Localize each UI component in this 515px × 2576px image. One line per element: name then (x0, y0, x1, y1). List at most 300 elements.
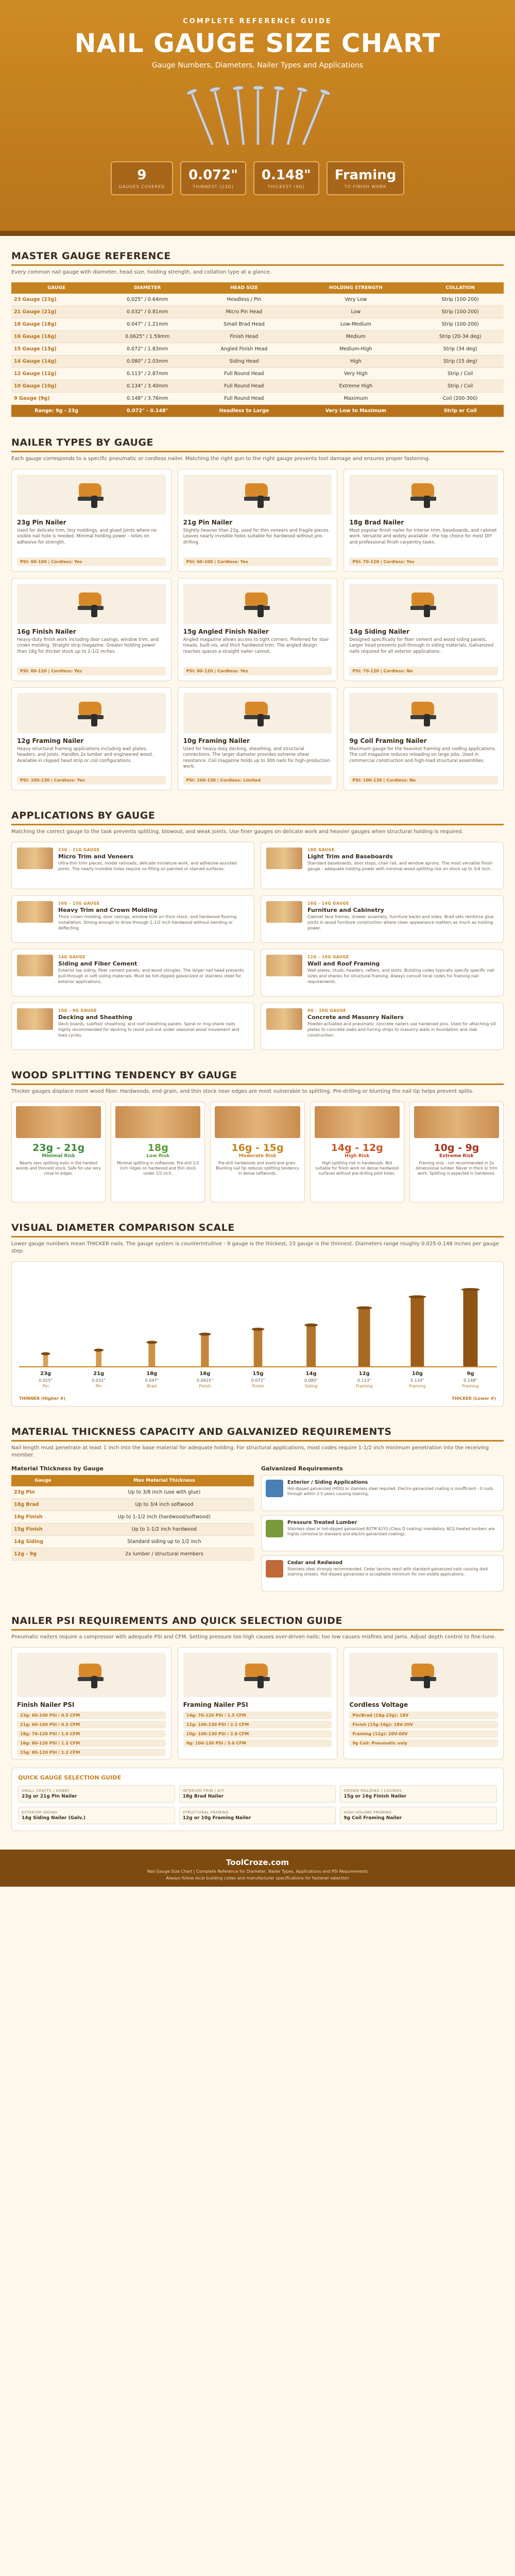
nailer-psi: PSI: 70-120 | Cordless: No (349, 667, 498, 675)
wood-swatch-icon (17, 848, 53, 869)
table-cell: 15g Finish (11, 1523, 75, 1536)
table-cell: Strip / Coil (417, 380, 504, 393)
nailer-psi: PSI: 100-130 | Cordless: Limited (183, 776, 332, 785)
table-cell: 23g Pin (11, 1486, 75, 1499)
diameter-type-label: Framing (462, 1384, 479, 1388)
psi-row: Pin/Brad (18g-23g): 18V (349, 1711, 498, 1719)
panel-title: Material Thickness by Gauge (11, 1465, 104, 1472)
thickness-section (0, 1412, 515, 1601)
table-cell: Maximum (295, 393, 417, 405)
nailer-card (178, 578, 338, 681)
diameter-category-label: 10g (411, 1371, 423, 1377)
nailer-image (17, 584, 166, 624)
table-row (11, 306, 504, 318)
quick-guide-item (179, 1785, 336, 1803)
table-row (11, 1548, 254, 1561)
diameter-category-label: 18g (146, 1371, 158, 1377)
psi-row: Finish (15g-16g): 18V-20V (349, 1721, 498, 1728)
table-cell: 16 Gauge (16g) (11, 331, 101, 343)
splitting-gauge: 18g (147, 1142, 168, 1154)
splitting-risk: Extreme Risk (439, 1154, 474, 1159)
diameter-category-label: 16g (199, 1371, 211, 1377)
diameter-type-label: Finish (199, 1384, 211, 1388)
table-cell: 14 Gauge (14g) (11, 355, 101, 368)
stat-label: THICKEST (9G) (267, 184, 305, 189)
quick-guide-title: QUICK GAUGE SELECTION GUIDE (18, 1774, 122, 1781)
splitting-cards (11, 1101, 504, 1202)
nailer-cards (11, 469, 504, 790)
psi-row: 9g: 100-130 PSI / 3.0 CFM (183, 1739, 332, 1747)
application-name: Furniture and Cabinetry (307, 907, 384, 913)
application-cards (11, 842, 504, 1050)
diameter-value-label: 0.047" (145, 1378, 159, 1383)
axis-right-label: THICKER (Lower #) (452, 1396, 496, 1401)
table-cell: 0.047" / 1.21mm (101, 318, 193, 331)
diameter-value-label: 0.148" (464, 1378, 477, 1383)
galvanized-card (261, 1475, 504, 1511)
psi-row: 10g: 100-130 PSI / 2.6 CFM (183, 1730, 332, 1738)
application-gauge: 16G - 15G GAUGE (58, 901, 100, 906)
section-desc: Pneumatic nailers require a compressor with adequate PSI and CFM. Setting pressure too high causes over-driven nails; too low causes misfires and jams. Adjust depth control to fine-tune. (11, 1634, 496, 1640)
nailer-card (11, 578, 171, 681)
galvanized-panel (261, 1465, 504, 1596)
galvanized-title: Pressure Treated Lumber (287, 1520, 357, 1526)
stat-badge (180, 161, 246, 195)
table-cell: Low-Medium (295, 318, 417, 331)
table-cell: Strip (100-200) (417, 306, 504, 318)
nailer-desc: Maximum gauge for the heaviest framing and roofing applications. The coil magazine reduces reloading on large jobs. Used in commercial construction and high-load structural assemblies. (349, 747, 496, 764)
section-title: NAILER TYPES BY GAUGE (11, 437, 504, 452)
table-cell: Very Low (295, 294, 417, 306)
psi-row: 23g: 60-100 PSI / 0.5 CFM (17, 1711, 166, 1719)
diameter-category-label: 15g (252, 1371, 264, 1377)
table-cell: Headless / Pin (193, 294, 295, 306)
wood-block-icon (315, 1106, 400, 1138)
diameter-value-label: 0.032" (92, 1378, 106, 1383)
table-footer-row (11, 405, 504, 417)
diameter-value-label: 0.080" (304, 1378, 318, 1383)
panel-title: Galvanized Requirements (261, 1465, 343, 1472)
quick-guide-tool: 15g or 16g Finish Nailer (344, 1794, 407, 1799)
section-desc: Lower gauge numbers mean THICKER nails. The gauge system is counterintuitive - 9 gauge is the thickest, 23 gauge is the thinnest. Diameters range roughly 0.025-0.148 inches per gauge step. (11, 1241, 499, 1254)
table-cell: Siding Head (193, 355, 295, 368)
nailer-desc: Most popular finish nailer for interior trim, baseboards, and cabinet work. Versatile and widely available - the top choice for most DIY and professional finish carpentry tasks. (349, 528, 497, 545)
table-cell: Strip or Coil (417, 405, 504, 417)
section-desc: Every common nail gauge with diameter, head size, holding strength, and collation type at a glance. (11, 269, 271, 275)
table-cell: Very High (295, 368, 417, 380)
quick-guide-tool: 23g or 21g Pin Nailer (22, 1794, 77, 1799)
splitting-card (210, 1101, 304, 1202)
table-cell: Strip (100-200) (417, 294, 504, 306)
application-desc: Powder-actuated and pneumatic concrete nailers use hardened pins. Used for attaching sill plates to concrete slabs and furring strips to masonry walls in foundation and slab construction. (307, 1022, 496, 1038)
quick-guide-use: EXTERIOR SIDING (22, 1810, 58, 1815)
application-card (261, 842, 504, 889)
splitting-gauge: 14g - 12g (331, 1142, 383, 1154)
nail-head-mark (408, 1295, 426, 1298)
psi-card (11, 1647, 171, 1759)
table-cell: Very Low to Maximum (295, 405, 417, 417)
page-subtitle: Gauge Numbers, Diameters, Nailer Types and Applications (151, 61, 364, 70)
table-row (11, 1523, 254, 1536)
application-desc: Cabinet face frames, drawer assembly, furniture backs and sides. Brad sets reinforce glue joints in wood furniture construction where clean appearance matters as much as holding power. (307, 914, 494, 930)
psi-row: 12g: 100-130 PSI / 2.2 CFM (183, 1721, 332, 1728)
table-cell: 0.113" / 2.87mm (101, 368, 193, 380)
page-title: NAIL GAUGE SIZE CHART (74, 28, 441, 58)
table-cell: Full Round Head (193, 368, 295, 380)
diameter-type-label: Framing (356, 1384, 373, 1388)
diameter-bar (463, 1290, 477, 1367)
table-cell: Medium (295, 331, 417, 343)
nailer-image (17, 693, 166, 733)
footer-line: Nail Gauge Size Chart | Complete Reference for Diameter, Nailer Types, Applications and PSI Requirements (147, 1869, 368, 1874)
galvanized-desc: Hot-dipped galvanized (HDG) or stainless steel required. Electro-galvanized coating is insufficient - it rusts through within 2-5 years causing staining. (287, 1486, 493, 1496)
diameter-chart-svg (19, 1269, 497, 1398)
nail-icon (236, 88, 245, 145)
psi-cards (11, 1647, 504, 1759)
nail-gun-icon (242, 1662, 273, 1688)
table-cell: Extreme High (295, 380, 417, 393)
application-card (261, 1003, 504, 1050)
stat-label: THINNEST (23G) (193, 184, 234, 189)
nail-icon (256, 88, 260, 145)
section-title: NAILER PSI REQUIREMENTS AND QUICK SELECTION GUIDE (11, 1615, 504, 1631)
nailer-name: 21g Pin Nailer (183, 519, 233, 526)
splitting-card (409, 1101, 504, 1202)
table-cell: Up to 1-1/2 inch hardwood (75, 1523, 254, 1536)
application-card (11, 1003, 254, 1050)
diameter-chart (11, 1261, 504, 1406)
table-cell: 0.148" / 3.76mm (101, 393, 193, 405)
nail-gun-icon (242, 481, 273, 508)
nailer-psi: PSI: 60-100 | Cordless: Yes (17, 557, 166, 566)
nailer-name: 9g Coil Framing Nailer (349, 737, 427, 744)
splitting-section (0, 1055, 515, 1208)
table-cell: 15 Gauge (15g) (11, 343, 101, 355)
table-cell: 0.0625" / 1.59mm (101, 331, 193, 343)
table-row (11, 355, 504, 368)
nailer-card (178, 687, 338, 790)
application-card (11, 895, 254, 943)
table-header: COLLATION (417, 282, 504, 294)
table-row (11, 393, 504, 405)
nail-icon (286, 90, 303, 145)
tool-image (183, 1653, 332, 1697)
table-cell: Small Brad Head (193, 318, 295, 331)
nail-head-mark (146, 1341, 157, 1344)
table-cell: 0.080" / 2.03mm (101, 355, 193, 368)
table-cell: 10 Gauge (10g) (11, 380, 101, 393)
quick-guide-tool: 12g or 10g Framing Nailer (182, 1816, 251, 1821)
application-gauge: 14G GAUGE (58, 955, 85, 959)
table-cell: Strip (15 deg) (417, 355, 504, 368)
nails-illustration (191, 83, 324, 145)
wood-swatch-icon (17, 955, 53, 976)
nail-gun-icon (76, 1662, 107, 1688)
nailer-psi: PSI: 80-120 | Cordless: Yes (17, 667, 166, 675)
applications-section (0, 795, 515, 1055)
nailer-card (344, 687, 504, 790)
quick-guide-tool: 14g Siding Nailer (Galv.) (22, 1816, 85, 1821)
table-cell: Strip (100-200) (417, 318, 504, 331)
psi-section (0, 1601, 515, 1836)
table-cell: Headless to Large (193, 405, 295, 417)
diameter-bar (43, 1354, 48, 1367)
splitting-desc: High splitting risk in hardwoods. Not suitable for finish work on dense hardwood surfaces without pre-drilling pilot holes. (315, 1161, 399, 1176)
table-cell: 12 Gauge (12g) (11, 368, 101, 380)
splitting-gauge: 10g - 9g (434, 1142, 479, 1154)
table-cell: 12g - 9g (11, 1548, 75, 1561)
table-cell: Coil (200-300) (417, 393, 504, 405)
diameter-value-label: 0.025" (39, 1378, 53, 1383)
footer-brand-link[interactable]: ToolCroze.com (226, 1858, 289, 1867)
nailer-desc: Heavy-duty finish work including door casings, window trim, and crown molding. Straight strip magazine. Greater holding power than 18g for thicker stock up to 2-1/2 inches. (17, 637, 159, 654)
application-card (11, 842, 254, 889)
psi-card-title: Finish Nailer PSI (17, 1701, 75, 1708)
axis-left-label: THINNER (Higher #) (19, 1396, 65, 1401)
psi-row: 18g: 70-120 PSI / 1.0 CFM (17, 1730, 166, 1738)
stat-badge (253, 161, 319, 195)
galvanized-desc: Stainless steel or hot-dipped galvanized ASTM A153 (Class D coating) mandatory. ACQ treated lumbers are highly corrosive to standard and electro-galvanized coatings. (287, 1527, 495, 1536)
stat-value: Framing (334, 167, 397, 183)
table-cell: 21 Gauge (21g) (11, 306, 101, 318)
diameter-bar (410, 1297, 424, 1367)
table-cell: 0.032" / 0.81mm (101, 306, 193, 318)
psi-row: Framing (12g): 20V-60V (349, 1730, 498, 1738)
quick-guide-tool: 9g Coil Framing Nailer (344, 1816, 402, 1821)
nailer-card (344, 469, 504, 572)
wood-block-icon (414, 1106, 499, 1138)
quick-guide-item (179, 1807, 336, 1824)
table-header: DIAMETER (101, 282, 193, 294)
master-reference-section (0, 236, 515, 422)
wood-block-icon (115, 1106, 200, 1138)
splitting-card (11, 1101, 106, 1202)
wood-block-icon (215, 1106, 300, 1138)
table-cell: Full Round Head (193, 393, 295, 405)
nailer-psi: PSI: 60-100 | Cordless: Yes (183, 557, 332, 566)
quick-guide-use: STRUCTURAL FRAMING (182, 1810, 229, 1815)
galvanized-desc: Stainless steel strongly recommended. Cedar tannins react with standard galvanized nails causing dark staining streaks. Hot-dipped galvanized is acceptable minimum for non-visible applications. (287, 1567, 488, 1577)
material-icon (266, 1480, 283, 1497)
nail-gun-icon (76, 700, 107, 726)
table-cell: 0.072" / 1.83mm (101, 343, 193, 355)
section-title: MASTER GAUGE REFERENCE (11, 250, 504, 266)
wood-swatch-icon (266, 955, 302, 976)
quick-guide-use: CROWN MOLDING / CASINGS (344, 1789, 402, 1793)
psi-row: 9g Coil: Pneumatic only (349, 1739, 498, 1747)
quick-guide-item (340, 1785, 497, 1803)
diameter-category-label: 23g (40, 1371, 52, 1377)
nailer-psi: PSI: 80-120 | Cordless: Yes (183, 667, 332, 675)
psi-row: 16g: 80-120 PSI / 1.2 CFM (17, 1739, 166, 1747)
nailer-card (178, 469, 338, 572)
wood-swatch-icon (17, 1008, 53, 1030)
thickness-table (11, 1475, 254, 1561)
splitting-desc: Framing only - not recommended in 2x dimensional lumber. Never in thick or trim work. Splitting is expected in hardwood. (416, 1161, 497, 1176)
nailer-image (183, 584, 332, 624)
nailer-name: 10g Framing Nailer (183, 737, 250, 744)
table-cell: Micro Pin Head (193, 306, 295, 318)
table-cell: Strip (20-34 deg) (417, 331, 504, 343)
nail-gun-icon (76, 590, 107, 617)
section-desc: Thicker gauges displace more wood fiber. Hardwoods, end grain, and thin stock near edges are most vulnerable to splitting. Pre-drilling or blunting the nail tip helps prevent splits. (11, 1089, 474, 1094)
nailer-desc: Heavy structural framing applications including wall plates, headers, and joists. Handles 2x lumber and engineered wood. Available in clipped head strip or coil configurations. (17, 747, 153, 764)
table-cell: 18 Gauge (18g) (11, 318, 101, 331)
wood-block-icon (16, 1106, 101, 1138)
quick-guide-item (18, 1785, 175, 1803)
application-gauge: 10G - 9G GAUGE (58, 1008, 97, 1013)
nailer-name: 23g Pin Nailer (17, 519, 66, 526)
diameter-type-label: Pin (42, 1384, 49, 1388)
table-row (11, 380, 504, 393)
table-row (11, 294, 504, 306)
diameter-bar (96, 1350, 101, 1367)
application-desc: Ultra-thin trim pieces, model railroads, delicate miniature work, and adhesive-assisted joints. The nearly invisible holes require no filling on painted or stained surfaces. (58, 861, 237, 871)
application-card (11, 949, 254, 996)
diameter-type-label: Finish (252, 1384, 264, 1388)
footer-line: Always follow local building codes and manufacturer specifications for fastener selection (166, 1876, 349, 1880)
nailer-psi: PSI: 100-130 | Cordless: No (349, 776, 498, 785)
diameter-value-label: 0.0625" (197, 1378, 213, 1383)
application-name: Light Trim and Baseboards (307, 853, 393, 860)
nailer-psi: PSI: 100-130 | Cordless: Yes (17, 776, 166, 785)
quick-guide-item (340, 1807, 497, 1824)
diameter-bar (254, 1329, 263, 1367)
table-cell: Up to 3/8 inch (use with glue) (75, 1486, 254, 1499)
nailer-desc: Angled magazine allows access to tight corners. Preferred for stair treads, built-ins, and thick hardwood trim. The angled design reaches spaces a straight nailer cannot. (183, 637, 329, 654)
nail-gun-icon (242, 590, 273, 617)
nailer-types-section (0, 422, 515, 795)
quick-guide-use: HIGH-VOLUME FRAMING (344, 1810, 392, 1815)
table-header: HEAD SIZE (193, 282, 295, 294)
nail-head-mark (461, 1288, 479, 1291)
diameter-bar (358, 1308, 370, 1367)
stat-badge (327, 161, 405, 195)
table-header: HOLDING STRENGTH (295, 282, 417, 294)
section-title: VISUAL DIAMETER COMPARISON SCALE (11, 1222, 504, 1238)
stat-label: TO FINISH WORK (344, 184, 387, 189)
diameter-type-label: Framing (409, 1384, 426, 1388)
material-icon (266, 1560, 283, 1578)
nailer-image (349, 693, 498, 733)
splitting-gauge: 23g - 21g (32, 1142, 85, 1154)
application-name: Siding and Fiber Cement (58, 960, 138, 967)
nail-gun-icon (242, 700, 273, 726)
stat-value: 9 (137, 167, 147, 183)
diameter-value-label: 0.134" (410, 1378, 424, 1383)
quick-selection-guide (11, 1768, 504, 1831)
table-cell: Strip / Coil (417, 368, 504, 380)
table-cell: Strip (34 deg) (417, 343, 504, 355)
section-desc: Each gauge corresponds to a specific pneumatic or cordless nailer. Matching the right gun to the right gauge prevents tool damage and ensures proper fastening. (11, 456, 431, 462)
table-row (11, 1536, 254, 1548)
table-row (11, 331, 504, 343)
quick-guide-item (18, 1807, 175, 1824)
nailer-name: 12g Framing Nailer (17, 737, 84, 744)
hero-kicker: COMPLETE REFERENCE GUIDE (183, 18, 332, 25)
nailer-name: 14g Siding Nailer (349, 628, 409, 635)
table-cell: Medium-High (295, 343, 417, 355)
nailer-card (11, 687, 171, 790)
splitting-risk: High Risk (345, 1154, 370, 1159)
table-header: GAUGE (11, 282, 101, 294)
nail-icon (302, 92, 326, 145)
table-cell: 2x lumber / structural members (75, 1548, 254, 1561)
nailer-psi: PSI: 70-120 | Cordless: Yes (349, 557, 498, 566)
application-desc: Deck boards, subfloor sheathing, and roof sheathing panels. Spiral or ring-shank nails highly recommended for decking to resist pull-out under seasonal wood movement and load cycles. (58, 1022, 239, 1038)
table-header: Gauge (11, 1475, 75, 1486)
diameter-bar (148, 1342, 155, 1367)
thickness-table-panel (11, 1465, 254, 1596)
application-name: Micro Trim and Veneers (58, 853, 133, 860)
nailer-card (11, 469, 171, 572)
application-gauge: 12G - 10G GAUGE (307, 955, 349, 959)
galvanized-card (261, 1515, 504, 1551)
application-name: Heavy Trim and Crown Molding (58, 907, 158, 913)
application-card (261, 895, 504, 943)
nailer-desc: Slightly heavier than 23g, used for thin veneers and fragile pieces. Leaves nearly invisible holes suitable for hardwood without pre-drilling. (183, 528, 330, 545)
table-row (11, 343, 504, 355)
table-cell: 0.072" - 0.148" (101, 405, 193, 417)
psi-row: 15g: 80-120 PSI / 1.2 CFM (17, 1749, 166, 1756)
table-header: Max Material Thickness (75, 1475, 254, 1486)
splitting-desc: Pre-drill hardwoods and avoid end grain. Blunting nail tip reduces splitting tendency in dense softwoods. (216, 1161, 299, 1176)
application-name: Concrete and Masonry Nailers (307, 1014, 404, 1021)
splitting-desc: Minimal splitting in softwoods. Pre-drill 1/2 inch ridges on hardwood and thin stock under 1/2 inch. (117, 1161, 199, 1176)
table-cell: 18g Brad (11, 1499, 75, 1511)
table-row (11, 1499, 254, 1511)
table-cell: 14g Siding (11, 1536, 75, 1548)
galvanized-title: Exterior / Siding Applications (287, 1480, 368, 1485)
nail-gun-icon (408, 481, 439, 508)
hero-stats (0, 161, 515, 195)
diameter-type-label: Pin (95, 1384, 102, 1388)
nailer-card (344, 578, 504, 681)
diameter-bar (306, 1325, 316, 1367)
nailer-name: 18g Brad Nailer (349, 519, 404, 526)
psi-row: 21g: 60-100 PSI / 0.5 CFM (17, 1721, 166, 1728)
splitting-card (111, 1101, 205, 1202)
section-title: MATERIAL THICKNESS CAPACITY AND GALVANIZED REQUIREMENTS (11, 1426, 504, 1442)
nailer-name: 16g Finish Nailer (17, 628, 76, 635)
table-cell: 0.025" / 0.64mm (101, 294, 193, 306)
galvanized-card (261, 1555, 504, 1591)
nail-head-mark (41, 1352, 50, 1355)
section-desc: Matching the correct gauge to the task prevents splitting, blowout, and weak joints. Use finer gauges on delicate work and heavier gauges when structural holding is required. (11, 829, 464, 835)
quick-guide-use: SMALL CRAFTS / HOBBY (22, 1789, 70, 1793)
application-desc: Exterior lap siding, fiber cement panels, and wood shingles. The larger nail head prevents pull-through in soft siding materials. Must be hot-dipped galvanized or stainless steel for exterior applications. (58, 968, 244, 984)
application-name: Decking and Sheathing (58, 1014, 132, 1021)
diameter-category-label: 14g (305, 1371, 317, 1377)
nailer-image (17, 474, 166, 515)
psi-card (178, 1647, 338, 1759)
diameter-type-label: Brad (147, 1384, 157, 1388)
nail-icon (271, 88, 280, 145)
nail-head-mark (356, 1306, 372, 1309)
hero-header (0, 0, 515, 236)
nail-head-mark (304, 1324, 318, 1327)
application-desc: Standard baseboards, door stops, chair rail, and window aprons. The most versatile finish gauge - adequate holding power with minimal wood splitting risk on stock up to 3/4 inch. (307, 861, 493, 871)
psi-card (344, 1647, 504, 1759)
nail-gun-icon (408, 1662, 439, 1688)
splitting-desc: Nearly zero splitting even in the hardest woods and thinnest stock. Safe for use very close to edges. (16, 1161, 101, 1176)
material-icon (266, 1520, 283, 1537)
nailer-image (183, 474, 332, 515)
table-cell: Range: 9g - 23g (11, 405, 101, 417)
wood-swatch-icon (266, 1008, 302, 1030)
diameter-section (0, 1208, 515, 1412)
stat-value: 0.072" (188, 167, 238, 183)
